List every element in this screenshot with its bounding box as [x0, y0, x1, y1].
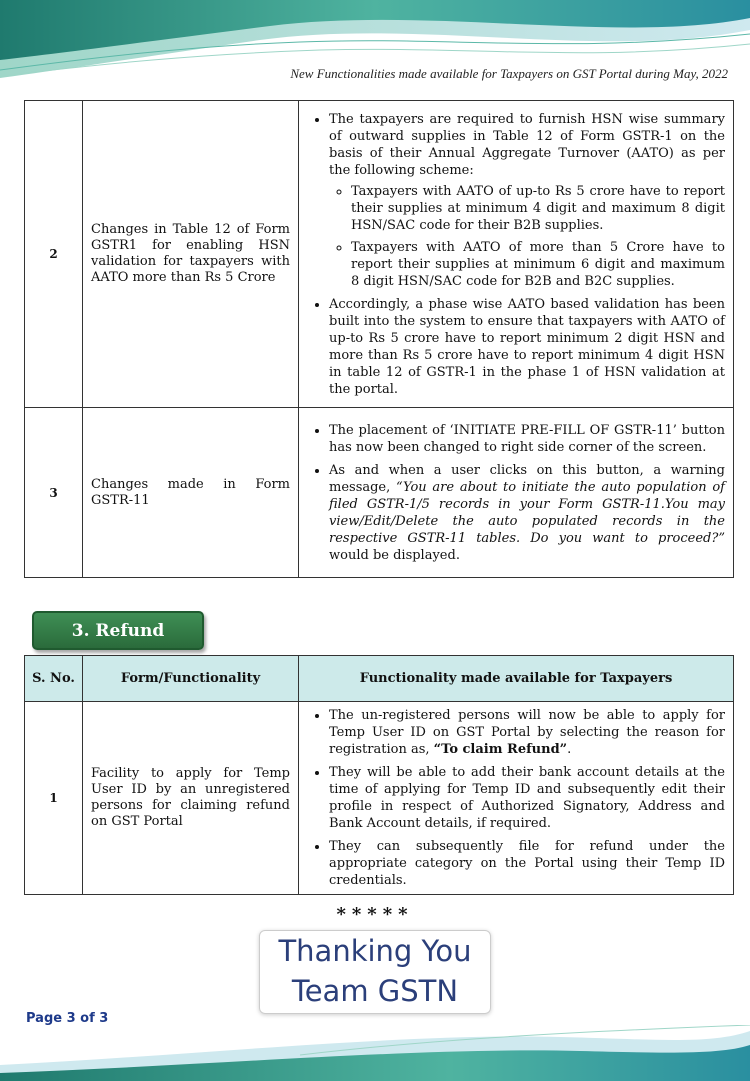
page-number: Page 3 of 3 — [26, 1011, 109, 1026]
bottom-wave-decoration — [0, 1025, 750, 1081]
functionality-cell — [299, 101, 734, 408]
bullet-text: would be displayed. — [329, 547, 460, 563]
list-item — [329, 111, 725, 290]
column-header: Form/Functionality — [83, 656, 299, 702]
section-heading-refund: 3. Refund — [32, 611, 204, 650]
form-functionality-cell: Facility to apply for Temp User ID by an unregistered persons for claiming refund on GST Portal — [83, 702, 299, 895]
stars-separator: ***** — [336, 904, 414, 925]
thanking-you-box — [259, 930, 491, 1014]
list-item: • They can subsequently file for refund under the appropriate category on the Portal using their Temp ID credentials. — [329, 838, 725, 889]
column-header: Functionality made available for Taxpayers — [299, 656, 734, 702]
list-item: • Accordingly, a phase wise AATO based validation has been built into the system to ensure that taxpayers with AATO of up-to Rs 5 crore have to report minimum 2 digit HSN and more than Rs 5 crore have to report minimum 4 digit HSN in table 12 of GSTR-1 in the phase 1 of HSN validation at the portal. — [329, 296, 725, 398]
functionality-cell — [299, 408, 734, 578]
refund-table — [24, 655, 734, 895]
list-item: • The placement of ‘INITIATE PRE-FILL OF GSTR-11’ button has now been changed to right side corner of the screen. — [329, 422, 725, 456]
row-number: 3 — [25, 408, 83, 578]
functionality-table-continued — [24, 100, 734, 578]
bold-reason: “To claim Refund” — [433, 742, 568, 757]
table-row — [25, 101, 734, 408]
sub-list-item: ◦ Taxpayers with AATO of more than 5 Crore have to report their supplies at minimum 6 digit and maximum 8 digit HSN/SAC code for B2B and B2C supplies. — [351, 239, 725, 290]
sub-list-item: ◦ Taxpayers with AATO of up-to Rs 5 crore have to report their supplies at minimum 4 digit and maximum 8 digit HSN/SAC code for their B2B supplies. — [351, 183, 725, 234]
column-header: S. No. — [25, 656, 83, 702]
row-number: 2 — [25, 101, 83, 408]
bullet-text: . — [567, 742, 572, 757]
row-number: 1 — [25, 702, 83, 895]
bullet-text: The un-registered persons will now be able to apply for Temp User ID on GST Portal by selecting the reason for registration as, — [329, 708, 725, 757]
table-header-row — [25, 656, 734, 702]
list-item — [329, 462, 725, 564]
table-row — [25, 702, 734, 895]
table-row — [25, 408, 734, 578]
functionality-cell — [299, 702, 734, 895]
thanks-line: Thanking You — [278, 934, 472, 968]
warning-message-quote: “You are about to initiate the auto population of filed GSTR-1/5 records in your Form GSTR-11.You may view/Edit/Delete the auto populated records in the respective GSTR-11 tables. Do you want to proceed?” — [329, 479, 725, 546]
form-functionality-cell: Changes in Table 12 of Form GSTR1 for enabling HSN validation for taxpayers with AATO more than Rs 5 Crore — [83, 101, 299, 408]
list-item: • They will be able to add their bank account details at the time of applying for Temp ID and subsequently edit their profile in respect of Authorized Signatory, Address and Bank Account details, if required. — [329, 764, 725, 832]
document-header-title: New Functionalities made available for Taxpayers on GST Portal during May, 2022 — [290, 66, 728, 81]
bullet-text: As and when a user clicks on this button, a warning message, — [329, 462, 725, 495]
bullet-text: The taxpayers are required to furnish HSN wise summary of outward supplies in Table 12 of Form GSTR-1 on the basis of their Annual Aggregate Turnover (AATO) as per the following scheme: — [329, 111, 725, 178]
thanks-line: Team GSTN — [291, 974, 459, 1008]
form-functionality-cell: Changes made in Form GSTR-11 — [83, 408, 299, 578]
list-item — [329, 707, 725, 758]
